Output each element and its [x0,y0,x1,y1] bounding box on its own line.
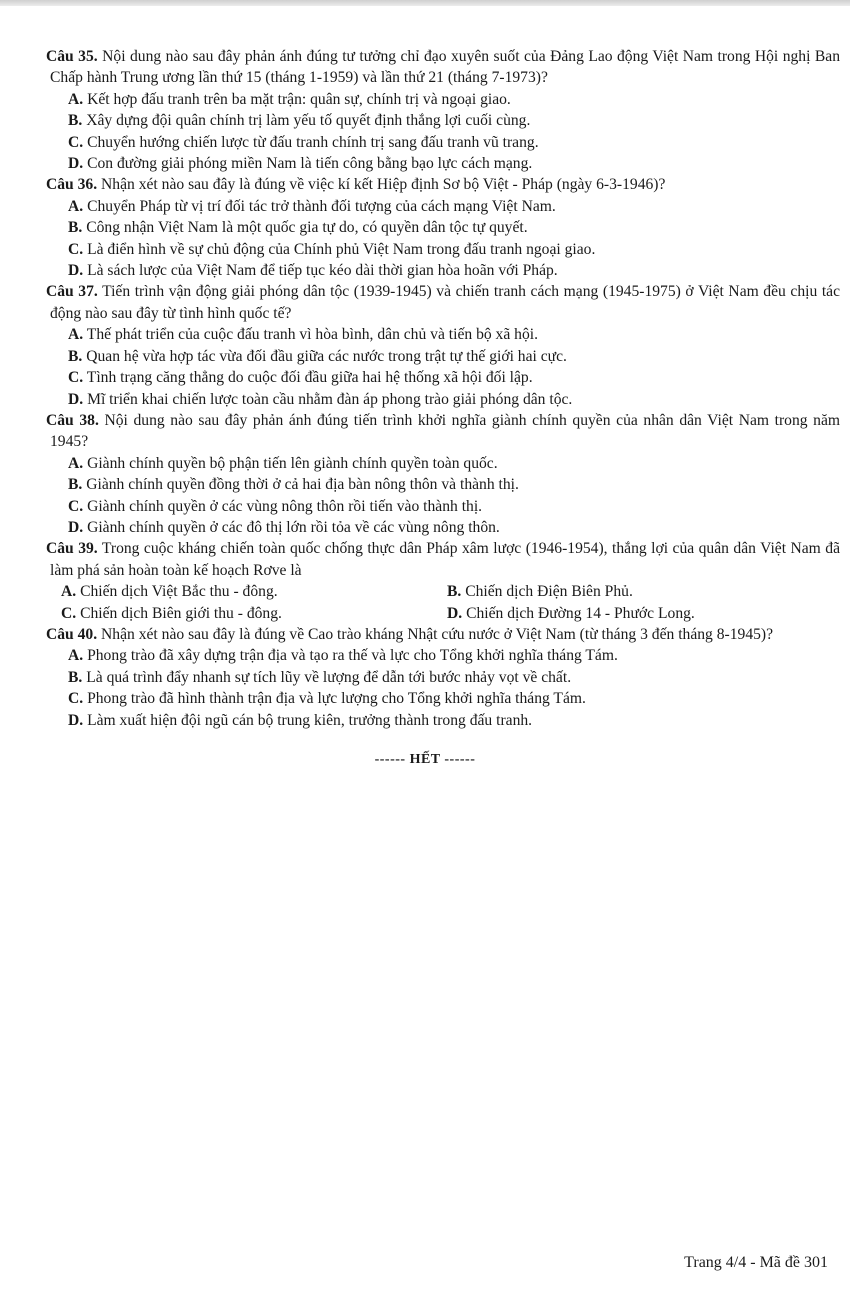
option-label: D. [447,604,463,622]
option-c [0,496,850,517]
option-d [0,153,850,174]
question-number: Câu 38. [46,411,99,429]
option-text: Giành chính quyền ở các đô thị lớn rồi tỏa về các vùng nông thôn. [87,518,500,536]
option-d [0,710,850,731]
option-text: Tình trạng căng thẳng do cuộc đối đầu giữa hai hệ thống xã hội đối lập. [86,369,533,387]
option-d [447,603,695,624]
option-b [0,217,850,238]
question-stem [0,46,850,89]
option-row [0,603,850,624]
option-text: Con đường giải phóng miền Nam là tiến công bằng bạo lực cách mạng. [87,155,533,173]
option-a [0,196,850,217]
option-text: Giành chính quyền bộ phận tiến lên giành chính quyền toàn quốc. [87,454,498,472]
option-label: C. [68,240,84,258]
top-edge-shadow [0,0,850,6]
option-b [0,667,850,688]
option-label: A. [68,326,84,344]
option-text: Chuyển hướng chiến lược từ đấu tranh chính trị sang đấu tranh vũ trang. [87,133,539,151]
question-text: Trong cuộc kháng chiến toàn quốc chống thực dân Pháp xâm lược (1946-1954), thắng lợi của quân dân Việt Nam đã làm phá sản hoàn toàn kế hoạch Rơve là [50,540,841,579]
option-a [0,324,850,345]
option-label: C. [68,133,84,151]
question-37 [0,281,850,409]
question-stem [0,281,850,324]
option-text: Chuyển Pháp từ vị trí đối tác trở thành đối tượng của cách mạng Việt Nam. [87,197,556,215]
question-number: Câu 36. [46,176,98,194]
question-36 [0,174,850,281]
option-label: A. [68,197,84,215]
option-a [0,581,447,602]
option-label: A. [68,90,84,108]
question-stem [0,538,850,581]
option-text: Làm xuất hiện đội ngũ cán bộ trung kiên, trưởng thành trong đấu tranh. [87,711,533,729]
question-text: Nhận xét nào sau đây là đúng về việc kí kết Hiệp định Sơ bộ Việt - Pháp (ngày 6-3-1946)? [101,176,666,194]
option-b [447,581,633,602]
option-text: Giành chính quyền ở các vùng nông thôn rồi tiến vào thành thị. [87,497,483,515]
end-marker: ------ HẾT ------ [374,752,476,767]
option-label: B. [68,112,83,130]
question-40 [0,624,850,731]
option-c [0,688,850,709]
option-text: Quan hệ vừa hợp tác vừa đối đầu giữa các nước trong trật tự thế giới hai cực. [86,347,567,365]
question-text: Tiến trình vận động giải phóng dân tộc (1939-1945) và chiến tranh cách mạng (1945-1975) ở Việt Nam đều chịu tác động nào sau đây từ tình hình quốc tế? [50,283,840,322]
option-label: D. [68,711,84,729]
option-text: Phong trào đã hình thành trận địa và lực lượng cho Tổng khởi nghĩa tháng Tám. [87,690,586,708]
option-label: C. [68,690,84,708]
option-d [0,389,850,410]
option-text: Mĩ triển khai chiến lược toàn cầu nhằm đàn áp phong trào giải phóng dân tộc. [87,390,573,408]
option-d [0,260,850,281]
option-text: Giành chính quyền đồng thời ở cả hai địa bàn nông thôn và thành thị. [86,476,519,494]
option-label: B. [447,583,462,601]
question-stem [0,174,850,195]
question-number: Câu 39. [46,540,98,558]
question-35 [0,46,850,174]
option-label: C. [68,369,84,387]
option-label: B. [68,219,83,237]
option-text: Chiến dịch Điện Biên Phủ. [465,583,633,601]
option-a [0,453,850,474]
option-c [0,603,447,624]
option-label: D. [68,155,84,173]
question-stem [0,624,850,645]
option-text: Chiến dịch Đường 14 - Phước Long. [466,604,695,622]
question-text: Nội dung nào sau đây phản ánh đúng tiến trình khởi nghĩa giành chính quyền của nhân dân Việt Nam trong năm 1945? [50,411,841,451]
option-text: Công nhận Việt Nam là một quốc gia tự do, có quyền dân tộc tự quyết. [86,219,528,237]
exam-page [0,46,850,770]
option-label: A. [68,647,84,665]
option-text: Chiến dịch Việt Bắc thu - đông. [80,583,278,601]
question-39 [0,538,850,624]
option-a [0,89,850,110]
option-text: Chiến dịch Biên giới thu - đông. [80,604,282,622]
option-label: D. [68,518,84,536]
question-number: Câu 40. [46,625,98,643]
question-text: Nội dung nào sau đây phản ánh đúng tư tưởng chỉ đạo xuyên suốt của Đảng Lao động Việt Nam trong Hội nghị Ban Chấp hành Trung ương lần thứ 15 (tháng 1-1959) và lần thứ 21 (tháng 7-1973)? [50,48,841,87]
option-text: Xây dựng đội quân chính trị làm yếu tố quyết định thắng lợi cuối cùng. [86,112,531,130]
option-b [0,474,850,495]
option-a [0,645,850,666]
option-d [0,517,850,538]
option-row [0,581,850,602]
option-label: B. [68,476,83,494]
option-text: Là sách lược của Việt Nam để tiếp tục kéo dài thời gian hòa hoãn với Pháp. [87,262,558,280]
option-label: D. [68,262,84,280]
option-text: Thế phát triển của cuộc đấu tranh vì hòa bình, dân chủ và tiến bộ xã hội. [86,326,539,344]
option-c [0,367,850,388]
page-footer: Trang 4/4 - Mã đề 301 [684,1254,828,1271]
option-label: C. [68,497,84,515]
option-text: Phong trào đã xây dựng trận địa và tạo ra thế và lực cho Tổng khởi nghĩa tháng Tám. [87,647,618,665]
option-label: B. [68,347,83,365]
option-b [0,346,850,367]
option-text: Là quá trình đẩy nhanh sự tích lũy về lượng để dẫn tới bước nhảy vọt về chất. [86,668,572,686]
option-label: C. [61,604,77,622]
option-text: Kết hợp đấu tranh trên ba mặt trận: quân sự, chính trị và ngoại giao. [87,90,511,108]
question-number: Câu 37. [46,283,98,301]
option-label: A. [68,454,84,472]
question-38 [0,410,850,538]
question-number: Câu 35. [46,48,98,65]
question-text: Nhận xét nào sau đây là đúng về Cao trào kháng Nhật cứu nước ở Việt Nam (từ tháng 3 đến tháng 8-1945)? [101,625,774,643]
option-text: Là điển hình về sự chủ động của Chính phủ Việt Nam trong đấu tranh ngoại giao. [87,240,596,258]
option-label: B. [68,668,83,686]
option-c [0,132,850,153]
option-label: D. [68,390,84,408]
option-b [0,110,850,131]
option-label: A. [61,583,77,601]
option-c [0,239,850,260]
question-stem [0,410,850,453]
